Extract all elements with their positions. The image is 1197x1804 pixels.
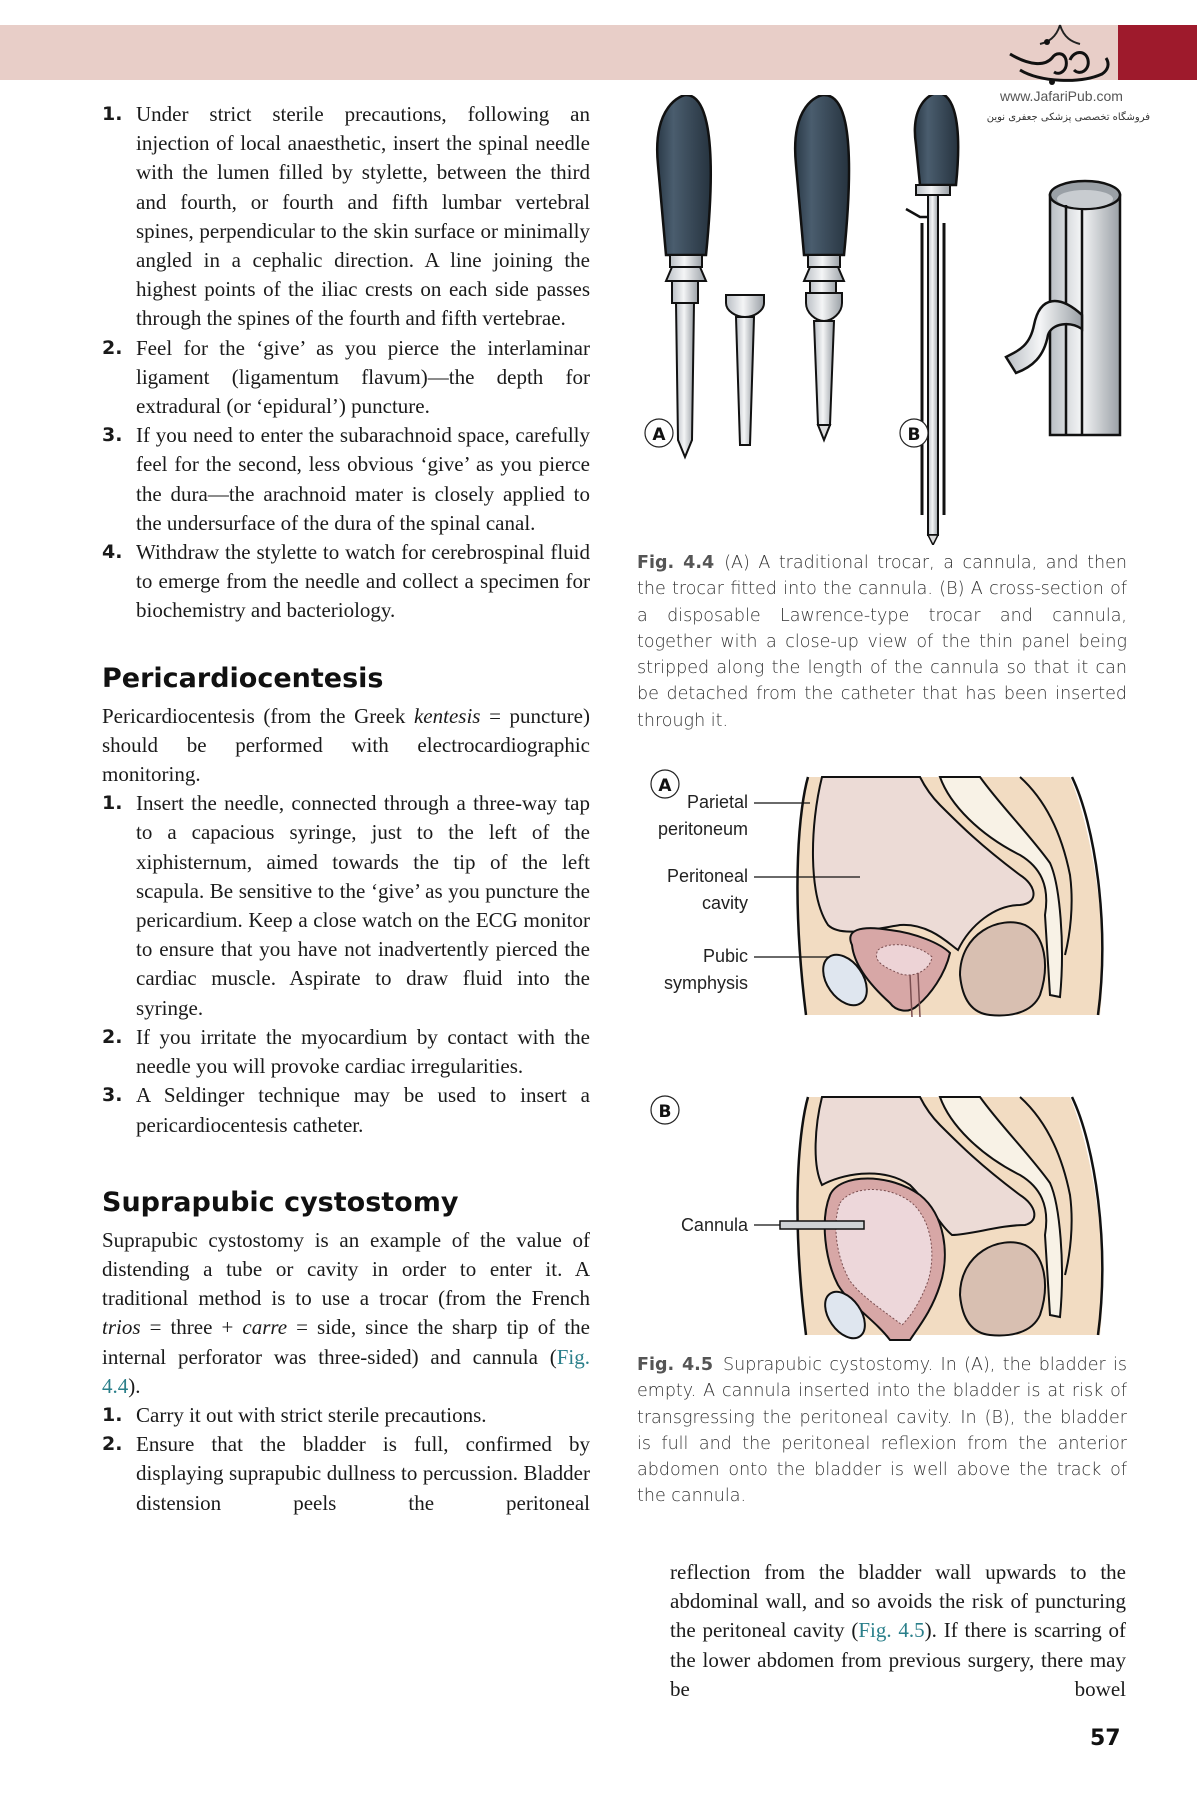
fig-4-4-caption-text: (A) A traditional trocar, a cannula, and then the trocar fitted into the cannula. (B) A cross-section of a disposable Lawrence-type trocar and cannula, together with a close-up view of the thin panel being stripped along the length of the cannula so that it can be detached from the catheter that has been inserted through it. [637, 553, 1127, 731]
figure-4-4-trocar-illustration [630, 95, 1150, 545]
section-heading-cystostomy: Suprapubic cystostomy [102, 1186, 459, 1218]
step-text: Ensure that the bladder is full, confirmed by displaying suprapubic dullness to percussion. Bladder distension peels the peritoneal [136, 1432, 590, 1515]
list-item [102, 1401, 590, 1430]
header-accent-block [1118, 25, 1197, 80]
right-column-text [670, 1558, 1126, 1704]
step-text: A Seldinger technique may be used to insert a pericardiocentesis catheter. [136, 1083, 590, 1137]
step-text: Withdraw the stylette to watch for cerebrospinal fluid to emerge from the needle and collect a specimen for biochemistry and bacteriology. [136, 540, 590, 623]
label-parietal: Parietal [686, 792, 748, 812]
step-number: 1. [102, 103, 123, 125]
step-number: 2. [102, 1433, 123, 1456]
list-item [102, 789, 590, 1023]
fig-4-5-link[interactable]: Fig. 4.5 [858, 1618, 925, 1643]
label-cavity: cavity [701, 893, 748, 913]
list-item [102, 421, 590, 538]
fig-4-4-link[interactable]: Fig. 4.4 [102, 1344, 590, 1398]
step-number: 3. [102, 424, 123, 447]
fig-4-4-label-b: B [907, 425, 921, 445]
figure-4-5a-bladder-empty [640, 765, 1140, 1025]
step-number: 2. [102, 336, 123, 359]
fig-4-5-caption [637, 1352, 1127, 1510]
trocar-icon [657, 95, 711, 457]
greek-term: kentesis [413, 703, 481, 728]
watermark-url: www.JafariPub.com [1000, 88, 1123, 104]
paragraph-text: reflection from the bladder wall upwards to the abdominal wall, and so avoids the risk of puncturing the peritoneal cavity ( [670, 1560, 1126, 1643]
list-item [102, 334, 590, 422]
label-pubic: Pubic [702, 946, 748, 966]
label-cannula: Cannula [680, 1215, 748, 1235]
cannula-icon [780, 1221, 864, 1229]
step-number: 1. [102, 1403, 123, 1426]
fig-4-4-caption [637, 550, 1127, 734]
figure-4-5b-bladder-full [640, 1085, 1140, 1345]
intro-text: ). [128, 1373, 141, 1398]
paragraph-text: ). If there is scarring of the lower abdomen from previous surgery, there may be bowel [670, 1618, 1127, 1701]
step-text: Carry it out with strict sterile precautions. [136, 1402, 487, 1427]
watermark-text: فروشگاه تخصصی پزشکی جعفری نوین [986, 112, 1150, 123]
label-peritoneal: Peritoneal [666, 866, 748, 886]
page-number: 57 [1090, 1726, 1121, 1751]
list-item [102, 1023, 590, 1081]
step-text: Under strict sterile precautions, following an injection of local anaesthetic, insert the spinal needle with the lumen filled by stylette, between the third and fourth, or fourth and fifth lumbar vertebral spines, perpendicular to the skin surface or minimally angled in a cephalic direction. A line joining the highest points of the iliac crests on each side passes through the spines of the fourth and fifth vertebrae. [136, 102, 590, 331]
step-number: 1. [102, 792, 123, 815]
step-text: Insert the needle, connected through a three-way tap to a capacious syringe, just to the left of the xiphisternum, aimed towards the tip of the left scapula. Be sensitive to the ‘give’ as you puncture the pericardium. Keep a close watch on the ECG monitor to ensure that you have not inadvertently pierced the cardiac muscle. Aspirate to draw fluid into the syringe. [136, 791, 590, 1020]
cannula-icon [726, 295, 764, 445]
publisher-logo-icon [990, 20, 1120, 90]
section-heading-pericardiocentesis: Pericardiocentesis [102, 662, 384, 694]
intro-text: = puncture) should be performed with electrocardiographic monitoring. [102, 703, 590, 787]
fig-4-5-label-a: A [658, 776, 672, 796]
cannula-closeup-icon [1006, 181, 1120, 435]
intro-text: = side, since the sharp tip of the internal perforator was three-sided) and cannula ( [102, 1315, 591, 1369]
step-text: If you need to enter the subarachnoid space, carefully feel for the second, less obvious ‘give’ as you pierce the dura—the arachnoid mater is closely applied to the undersurface of the dura of the spinal canal. [136, 423, 590, 535]
list-item [102, 538, 590, 626]
label-peritoneum: peritoneum [657, 819, 748, 839]
label-symphysis: symphysis [663, 973, 748, 993]
step-number: 2. [102, 1025, 123, 1048]
step-text: Feel for the ‘give’ as you pierce the interlaminar ligament (ligamentum flavum)—the depth for extradural (or ‘epidural’) puncture. [136, 335, 590, 419]
step-number: 3. [102, 1084, 123, 1107]
intro-text: Suprapubic cystostomy is an example of the value of distending a tube or cavity in order to enter it. A traditional method is to use a trocar (from the French [102, 1227, 590, 1311]
french-term: trios [102, 1315, 141, 1340]
continuation-paragraph [670, 1558, 1126, 1704]
step-number: 4. [102, 541, 123, 564]
lumbar-puncture-steps [102, 100, 590, 626]
step-text: If you irritate the myocardium by contact with the needle you will provoke cardiac irregularities. [136, 1024, 590, 1079]
intro-text: = three + [140, 1315, 243, 1340]
fig-4-5-number: Fig. 4.5 [637, 1355, 714, 1375]
lawrence-trocar-icon [906, 95, 958, 545]
intro-text: Pericardiocentesis (from the Greek [102, 703, 414, 728]
fig-4-4-label-a: A [652, 425, 666, 445]
pericardiocentesis-intro [102, 702, 590, 790]
left-column [102, 100, 590, 1518]
fig-4-5-caption-text: Suprapubic cystostomy. In (A), the bladder is empty. A cannula inserted into the bladder is at risk of transgressing the peritoneal cavity. In (B), the bladder is full and the peritoneal reflexion from the anterior abdomen onto the bladder is well above the track of the cannula. [637, 1355, 1127, 1507]
fig-4-5-label-b: B [658, 1102, 672, 1122]
fig-4-4-number: Fig. 4.4 [637, 553, 715, 573]
french-term: carre [242, 1315, 288, 1340]
list-item [102, 100, 590, 334]
cystostomy-intro [102, 1226, 590, 1401]
list-item [102, 1081, 590, 1139]
trocar-in-cannula-icon [795, 95, 849, 440]
list-item [102, 1430, 590, 1518]
header-band [0, 25, 1118, 80]
